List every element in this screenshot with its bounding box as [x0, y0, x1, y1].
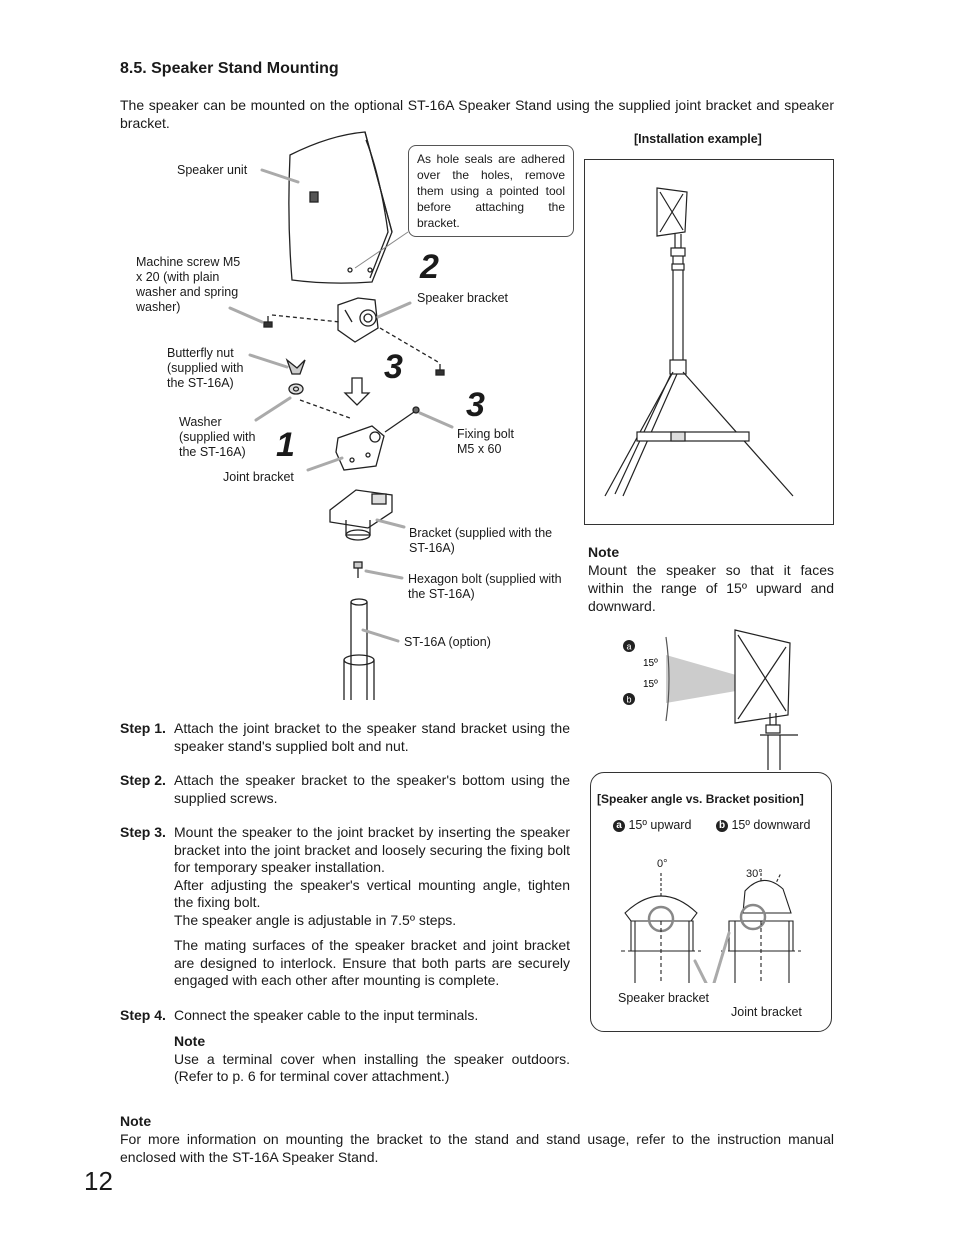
stand-illustration — [585, 160, 833, 524]
legend-badge-a: a — [613, 820, 625, 832]
angle-note-text: Mount the speaker so that it faces within the range of 15º upward and downward. — [588, 562, 834, 614]
angle-down-label: 15º — [643, 679, 658, 690]
legend-a — [613, 818, 691, 832]
angle-badge-b: b — [626, 694, 632, 705]
step-number-3a: 3 — [384, 348, 403, 386]
step-3-text: Mount the speaker to the joint bracket by inserting the speaker bracket into the joint bracket and loosely securing the fixing bolt for temporary speaker installation. — [174, 824, 570, 875]
step-2-text: Attach the speaker bracket to the speaker's bottom using the supplied screws. — [174, 772, 570, 806]
step-number-3b: 3 — [466, 386, 485, 424]
step-3-text-3: The speaker angle is adjustable in 7.5º steps. — [174, 911, 457, 928]
step-4-text: Connect the speaker cable to the input terminals. — [174, 1006, 479, 1023]
angle-30-label: 30° — [746, 868, 763, 880]
bottom-note-heading: Note — [120, 1113, 152, 1129]
step-3-label: Step 3. — [120, 824, 166, 840]
step-number-1: 1 — [276, 426, 295, 464]
step-1 — [120, 720, 570, 755]
angle-up-label: 15º — [643, 658, 658, 669]
bottom-note-text: For more information on mounting the bracket to the stand and stand usage, refer to the instruction manual enclosed with the ST-16A Speaker Stand. — [120, 1131, 834, 1165]
angle-0-label: 0° — [657, 858, 668, 870]
step-4-note-text: Use a terminal cover when installing the speaker outdoors. (Refer to p. 6 for terminal cover attachment.) — [174, 1050, 570, 1084]
angle-range-diagram — [610, 625, 810, 775]
installation-example-frame — [584, 159, 834, 525]
step-4 — [120, 1007, 570, 1086]
step-2 — [120, 772, 570, 807]
angle-badge-a: a — [626, 641, 632, 652]
step-3 — [120, 824, 570, 990]
bottom-note — [120, 1112, 834, 1166]
step-3-text-2: After adjusting the speaker's vertical mounting angle, tighten the fixing bolt. — [174, 876, 570, 910]
step-number-2: 2 — [420, 248, 439, 286]
legend-b — [716, 818, 810, 832]
bracket-position-illustration — [611, 873, 811, 983]
step-4-note-heading: Note — [174, 1033, 206, 1049]
angle-note — [588, 543, 834, 615]
step-2-label: Step 2. — [120, 772, 166, 788]
section-title: 8.5. Speaker Stand Mounting — [120, 60, 339, 77]
bracket-box-speaker-bracket: Speaker bracket — [618, 991, 710, 1005]
label-st16a: ST-16A (option) — [404, 635, 491, 649]
label-washer: Washer (supplied with the ST-16A) — [179, 415, 256, 459]
step-4-label: Step 4. — [120, 1006, 166, 1023]
installation-example-title: [Installation example] — [634, 132, 762, 146]
label-fixing-bolt: Fixing bolt M5 x 60 — [457, 427, 514, 456]
page-number: 12 — [84, 1166, 113, 1196]
steps-list — [120, 720, 570, 1103]
bracket-box-title: [Speaker angle vs. Bracket position] — [597, 792, 804, 806]
label-speaker-bracket: Speaker bracket — [417, 291, 509, 305]
label-joint-bracket: Joint bracket — [223, 470, 294, 484]
intro-paragraph: The speaker can be mounted on the optional ST-16A Speaker Stand using the supplied joint bracket and speaker bracket. — [120, 97, 834, 131]
label-speaker-unit: Speaker unit — [177, 163, 248, 177]
legend-b-text: 15º downward — [731, 818, 811, 832]
label-butterfly-nut: Butterfly nut (supplied with the ST-16A) — [167, 346, 244, 390]
bracket-box-joint-bracket: Joint bracket — [731, 1005, 802, 1019]
step-3-text-4: The mating surfaces of the speaker bracket and joint bracket are designed to interlock. Ensure that both parts are securely engaged with each other after mounting is complete. — [174, 937, 570, 988]
label-machine-screw: Machine screw M5 x 20 (with plain washer and spring washer) — [136, 255, 241, 314]
hole-seal-callout: As hole seals are adhered over the holes, remove them using a pointed tool before attaching the bracket. — [408, 145, 574, 237]
step-1-text: Attach the joint bracket to the speaker stand bracket using the speaker stand's supplied bolt and nut. — [174, 720, 570, 754]
label-hexagon-bolt: Hexagon bolt (supplied with the ST-16A) — [408, 572, 562, 601]
legend-badge-b: b — [716, 820, 728, 832]
step-1-label: Step 1. — [120, 720, 166, 736]
legend-a-text: 15º upward — [628, 818, 692, 832]
angle-note-heading: Note — [588, 544, 620, 560]
label-bracket: Bracket (supplied with the ST-16A) — [409, 526, 553, 555]
bracket-position-box — [590, 772, 832, 1032]
